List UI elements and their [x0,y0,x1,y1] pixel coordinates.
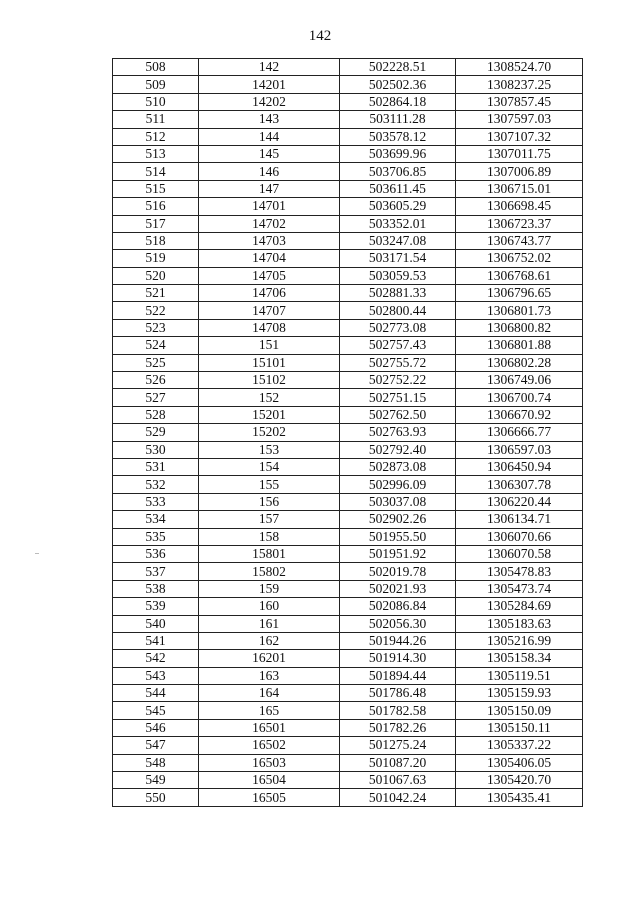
table-row [113,93,583,110]
x-coordinate-cell: 502502.36 [340,76,456,93]
table-row [113,598,583,615]
table-row [113,545,583,562]
point-id-cell: 14704 [199,250,340,267]
point-id-cell: 146 [199,163,340,180]
x-coordinate-cell: 501951.92 [340,545,456,562]
row-number-cell: 522 [113,302,199,319]
row-number-cell: 518 [113,232,199,249]
point-id-cell: 165 [199,702,340,719]
table-row [113,128,583,145]
y-coordinate-cell: 1306070.58 [456,545,583,562]
x-coordinate-cell: 503037.08 [340,493,456,510]
row-number-cell: 549 [113,772,199,789]
point-id-cell: 161 [199,615,340,632]
row-number-cell: 520 [113,267,199,284]
x-coordinate-cell: 502902.26 [340,511,456,528]
x-coordinate-cell: 501914.30 [340,650,456,667]
x-coordinate-cell: 501944.26 [340,632,456,649]
table-row [113,615,583,632]
point-id-cell: 14202 [199,93,340,110]
x-coordinate-cell: 503611.45 [340,180,456,197]
y-coordinate-cell: 1306597.03 [456,441,583,458]
point-id-cell: 151 [199,337,340,354]
row-number-cell: 517 [113,215,199,232]
point-id-cell: 152 [199,389,340,406]
y-coordinate-cell: 1305406.05 [456,754,583,771]
x-coordinate-cell: 502873.08 [340,458,456,475]
y-coordinate-cell: 1306450.94 [456,458,583,475]
table-row [113,163,583,180]
table-row [113,337,583,354]
row-number-cell: 516 [113,198,199,215]
point-id-cell: 14702 [199,215,340,232]
y-coordinate-cell: 1307006.89 [456,163,583,180]
point-id-cell: 155 [199,476,340,493]
x-coordinate-cell: 501275.24 [340,737,456,754]
point-id-cell: 14201 [199,76,340,93]
y-coordinate-cell: 1308237.25 [456,76,583,93]
point-id-cell: 15202 [199,424,340,441]
y-coordinate-cell: 1306749.06 [456,372,583,389]
table-row [113,319,583,336]
y-coordinate-cell: 1306220.44 [456,493,583,510]
y-coordinate-cell: 1306698.45 [456,198,583,215]
row-number-cell: 513 [113,145,199,162]
y-coordinate-cell: 1308524.70 [456,59,583,76]
table-row [113,302,583,319]
x-coordinate-cell: 502757.43 [340,337,456,354]
table-row [113,424,583,441]
point-id-cell: 145 [199,145,340,162]
point-id-cell: 157 [199,511,340,528]
point-id-cell: 16501 [199,719,340,736]
point-id-cell: 153 [199,441,340,458]
y-coordinate-cell: 1306307.78 [456,476,583,493]
table-row [113,685,583,702]
y-coordinate-cell: 1305473.74 [456,580,583,597]
row-number-cell: 523 [113,319,199,336]
row-number-cell: 521 [113,285,199,302]
x-coordinate-cell: 503111.28 [340,111,456,128]
y-coordinate-cell: 1306700.74 [456,389,583,406]
row-number-cell: 536 [113,545,199,562]
table-row [113,250,583,267]
y-coordinate-cell: 1306715.01 [456,180,583,197]
table-row [113,702,583,719]
row-number-cell: 529 [113,424,199,441]
table-row [113,354,583,371]
y-coordinate-cell: 1306801.88 [456,337,583,354]
x-coordinate-cell: 503605.29 [340,198,456,215]
point-id-cell: 14705 [199,267,340,284]
y-coordinate-cell: 1305183.63 [456,615,583,632]
x-coordinate-cell: 502763.93 [340,424,456,441]
table-row [113,267,583,284]
x-coordinate-cell: 502881.33 [340,285,456,302]
row-number-cell: 532 [113,476,199,493]
row-number-cell: 550 [113,789,199,806]
table-row [113,198,583,215]
row-number-cell: 546 [113,719,199,736]
row-number-cell: 515 [113,180,199,197]
y-coordinate-cell: 1305420.70 [456,772,583,789]
x-coordinate-cell: 501786.48 [340,685,456,702]
point-id-cell: 15201 [199,406,340,423]
row-number-cell: 548 [113,754,199,771]
y-coordinate-cell: 1305150.11 [456,719,583,736]
row-number-cell: 514 [113,163,199,180]
row-number-cell: 539 [113,598,199,615]
table-row [113,754,583,771]
row-number-cell: 533 [113,493,199,510]
x-coordinate-cell: 501782.26 [340,719,456,736]
row-number-cell: 540 [113,615,199,632]
x-coordinate-cell: 502228.51 [340,59,456,76]
x-coordinate-cell: 502086.84 [340,598,456,615]
x-coordinate-cell: 503247.08 [340,232,456,249]
x-coordinate-cell: 501042.24 [340,789,456,806]
row-number-cell: 524 [113,337,199,354]
x-coordinate-cell: 502762.50 [340,406,456,423]
table-row [113,441,583,458]
point-id-cell: 16503 [199,754,340,771]
point-id-cell: 15801 [199,545,340,562]
y-coordinate-cell: 1305119.51 [456,667,583,684]
table-row [113,789,583,806]
x-coordinate-cell: 501955.50 [340,528,456,545]
x-coordinate-cell: 503699.96 [340,145,456,162]
y-coordinate-cell: 1306800.82 [456,319,583,336]
table-row [113,180,583,197]
row-number-cell: 509 [113,76,199,93]
y-coordinate-cell: 1306070.66 [456,528,583,545]
y-coordinate-cell: 1306670.92 [456,406,583,423]
y-coordinate-cell: 1305337.22 [456,737,583,754]
table-row [113,511,583,528]
table-row [113,632,583,649]
row-number-cell: 519 [113,250,199,267]
y-coordinate-cell: 1307011.75 [456,145,583,162]
x-coordinate-cell: 502800.44 [340,302,456,319]
point-id-cell: 16504 [199,772,340,789]
point-id-cell: 15802 [199,563,340,580]
row-number-cell: 543 [113,667,199,684]
row-number-cell: 541 [113,632,199,649]
x-coordinate-cell: 502021.93 [340,580,456,597]
row-number-cell: 534 [113,511,199,528]
table-row [113,563,583,580]
table-row [113,232,583,249]
row-number-cell: 535 [113,528,199,545]
x-coordinate-cell: 501782.58 [340,702,456,719]
point-id-cell: 15101 [199,354,340,371]
point-id-cell: 142 [199,59,340,76]
x-coordinate-cell: 502996.09 [340,476,456,493]
x-coordinate-cell: 502019.78 [340,563,456,580]
x-coordinate-cell: 502792.40 [340,441,456,458]
table-row [113,285,583,302]
y-coordinate-cell: 1305158.34 [456,650,583,667]
table-row [113,59,583,76]
point-id-cell: 160 [199,598,340,615]
table-row [113,580,583,597]
x-coordinate-cell: 503578.12 [340,128,456,145]
x-coordinate-cell: 503706.85 [340,163,456,180]
table-body [113,59,583,807]
point-id-cell: 159 [199,580,340,597]
table-row [113,406,583,423]
point-id-cell: 154 [199,458,340,475]
table-row [113,528,583,545]
y-coordinate-cell: 1306134.71 [456,511,583,528]
point-id-cell: 162 [199,632,340,649]
table-row [113,76,583,93]
table-row [113,737,583,754]
table-row [113,458,583,475]
point-id-cell: 16201 [199,650,340,667]
y-coordinate-cell: 1306802.28 [456,354,583,371]
y-coordinate-cell: 1306666.77 [456,424,583,441]
margin-mark [35,553,39,554]
y-coordinate-cell: 1305435.41 [456,789,583,806]
row-number-cell: 547 [113,737,199,754]
table-row [113,476,583,493]
point-id-cell: 14707 [199,302,340,319]
y-coordinate-cell: 1305150.09 [456,702,583,719]
y-coordinate-cell: 1306752.02 [456,250,583,267]
y-coordinate-cell: 1305159.93 [456,685,583,702]
point-id-cell: 16505 [199,789,340,806]
table-row [113,215,583,232]
row-number-cell: 531 [113,458,199,475]
point-id-cell: 147 [199,180,340,197]
y-coordinate-cell: 1305216.99 [456,632,583,649]
point-id-cell: 14706 [199,285,340,302]
table-row [113,372,583,389]
y-coordinate-cell: 1307597.03 [456,111,583,128]
point-id-cell: 14701 [199,198,340,215]
x-coordinate-cell: 503171.54 [340,250,456,267]
point-id-cell: 156 [199,493,340,510]
point-id-cell: 14708 [199,319,340,336]
y-coordinate-cell: 1307857.45 [456,93,583,110]
point-id-cell: 14703 [199,232,340,249]
y-coordinate-cell: 1305284.69 [456,598,583,615]
page-number: 142 [308,28,332,44]
point-id-cell: 163 [199,667,340,684]
table-row [113,389,583,406]
row-number-cell: 528 [113,406,199,423]
row-number-cell: 508 [113,59,199,76]
y-coordinate-cell: 1307107.32 [456,128,583,145]
point-id-cell: 164 [199,685,340,702]
row-number-cell: 544 [113,685,199,702]
row-number-cell: 527 [113,389,199,406]
row-number-cell: 538 [113,580,199,597]
row-number-cell: 542 [113,650,199,667]
table-row [113,719,583,736]
y-coordinate-cell: 1306801.73 [456,302,583,319]
x-coordinate-cell: 502864.18 [340,93,456,110]
point-id-cell: 143 [199,111,340,128]
row-number-cell: 510 [113,93,199,110]
x-coordinate-cell: 501894.44 [340,667,456,684]
table-row [113,493,583,510]
x-coordinate-cell: 501087.20 [340,754,456,771]
table-row [113,111,583,128]
point-id-cell: 158 [199,528,340,545]
x-coordinate-cell: 502056.30 [340,615,456,632]
row-number-cell: 537 [113,563,199,580]
x-coordinate-cell: 503352.01 [340,215,456,232]
x-coordinate-cell: 501067.63 [340,772,456,789]
table-row [113,650,583,667]
x-coordinate-cell: 502773.08 [340,319,456,336]
point-id-cell: 15102 [199,372,340,389]
y-coordinate-cell: 1305478.83 [456,563,583,580]
point-id-cell: 144 [199,128,340,145]
x-coordinate-cell: 502752.22 [340,372,456,389]
x-coordinate-cell: 503059.53 [340,267,456,284]
y-coordinate-cell: 1306768.61 [456,267,583,284]
y-coordinate-cell: 1306796.65 [456,285,583,302]
row-number-cell: 525 [113,354,199,371]
x-coordinate-cell: 502755.72 [340,354,456,371]
table-row [113,772,583,789]
row-number-cell: 530 [113,441,199,458]
row-number-cell: 545 [113,702,199,719]
row-number-cell: 526 [113,372,199,389]
row-number-cell: 511 [113,111,199,128]
y-coordinate-cell: 1306743.77 [456,232,583,249]
table-row [113,145,583,162]
row-number-cell: 512 [113,128,199,145]
point-id-cell: 16502 [199,737,340,754]
table-row [113,667,583,684]
coordinates-table [112,58,583,807]
x-coordinate-cell: 502751.15 [340,389,456,406]
y-coordinate-cell: 1306723.37 [456,215,583,232]
